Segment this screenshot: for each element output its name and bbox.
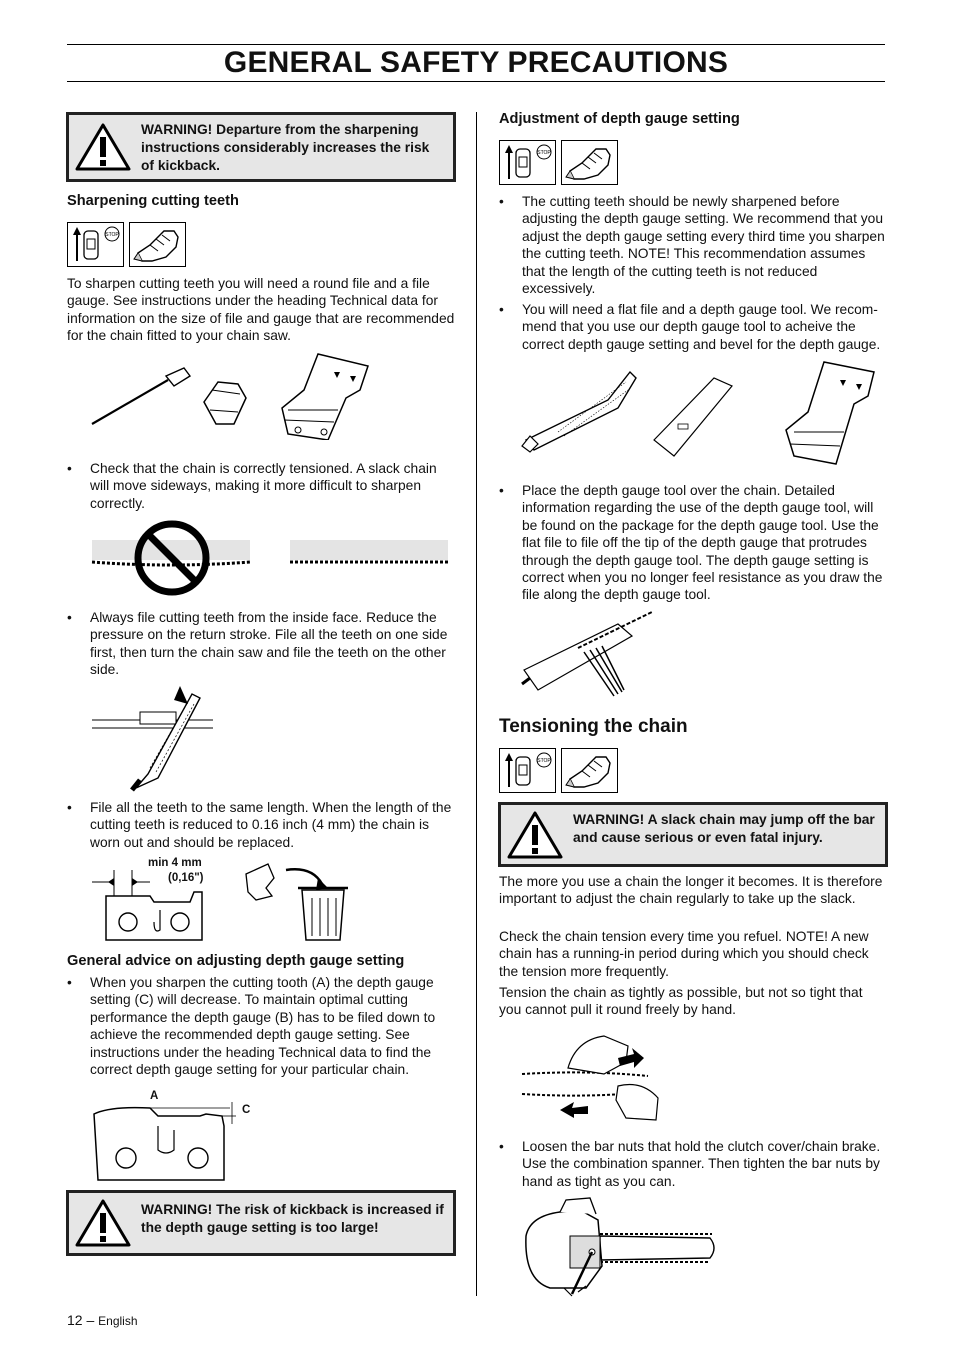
warning-triangle-icon — [75, 1198, 131, 1248]
safety-stop-engine-icon — [67, 222, 124, 267]
file-tools-illustration — [88, 350, 388, 440]
protective-glove-icon — [129, 222, 186, 267]
chain-tension-illustration — [90, 518, 450, 598]
bullet-file-inside: • Always file cutting teeth from the inside face. Reduce the pressure on the return stroke. File all the teeth on one side first, then turn the chain saw and file the teeth on the other side. — [67, 610, 448, 678]
protective-glove-icon — [561, 748, 618, 793]
pull-chain-by-hand-illustration — [518, 1028, 678, 1128]
general-advice-heading: General advice on adjusting depth gauge setting — [67, 953, 405, 969]
warning-box-slack-chain — [498, 802, 888, 867]
chainsaw-spanner-illustration — [520, 1196, 720, 1300]
filing-direction-illustration — [88, 684, 218, 792]
warning-triangle-icon — [507, 810, 563, 860]
bullet-loosen-nuts: • Loosen the bar nuts that hold the clutch cover/chain brake. Use the combination spanner. Then tighten the bar nuts by hand as tight as you can. — [499, 1139, 881, 1189]
header-rule-bottom — [67, 81, 885, 82]
svg-text:STOP: STOP — [537, 758, 551, 764]
min-length-inch-label: (0,16") — [168, 872, 204, 884]
bullet-general-advice: • When you sharpen the cutting tooth (A) the depth gauge setting (C) will decrease. To maintain optimal cutting performance the depth gauge (B) has to be filed down to achieve the recommended depth gauge setting. See instructions under the heading Technical data to find the correct depth gauge setting for your particular chain. — [67, 975, 436, 1078]
label-c: C — [242, 1104, 251, 1116]
sharpening-intro-text: To sharpen cutting teeth you will need a round file and a file gauge. See instructions under the heading Technical data for information on the size of file and gauge that are recommended for the chain fitted to your chain saw. — [67, 276, 455, 344]
depth-gauge-tooth-illustration — [90, 1100, 250, 1184]
protective-glove-icon — [561, 140, 618, 185]
header-rule-top — [67, 44, 885, 45]
tension-paragraph-2: Check the chain tension every time you refuel. NOTE! A new chain has a running-in period during which you should check the tension more frequently. — [499, 929, 869, 979]
safety-stop-engine-icon — [499, 140, 556, 185]
column-divider — [476, 112, 477, 1296]
warning-box-depth-gauge — [66, 1190, 456, 1256]
warning-box-kickback — [66, 112, 456, 182]
tension-paragraph-3: Tension the chain as tightly as possible, but not so tight that you cannot pull it round freely by hand. — [499, 985, 863, 1018]
bullet-newly-sharpened: • The cutting teeth should be newly sharpened before adjusting the depth gauge setting. We recommend that you adjust the depth gauge setting every third time you sharpen the cutting teeth. NOTE! This recommendation assumes that the length of the cutting teeth is not reduced excessively. — [499, 194, 885, 297]
page-footer — [67, 1312, 138, 1330]
footer-language: English — [98, 1314, 138, 1328]
warning-text: WARNING! The risk of kickback is increased if the depth gauge setting is too large! — [141, 1202, 444, 1235]
bullet-same-length: • File all the teeth to the same length. When the length of the cutting teeth is reduced to 0.16 inch (4 mm) the chain is worn out and should be replaced. — [67, 800, 452, 850]
depth-gauge-on-chain-illustration — [518, 608, 668, 700]
bullet-flat-file: • You will need a flat file and a depth gauge tool. We recom-mend that you use our depth gauge tool to acheive the correct depth gauge setting and bevel for the depth gauge. — [499, 302, 881, 352]
svg-text:STOP: STOP — [537, 150, 551, 156]
bullet-place-tool: • Place the depth gauge tool over the chain. Detailed information regarding the use of the depth gauge tool, will be found on the package for the depth gauge tool. Use the flat file to file off the tip of the depth gauge that protrudes through the depth gauge tool. The depth gauge setting is correct when you no longer feel resistance as you draw the file along the depth gauge tool. — [499, 483, 883, 603]
warning-text: WARNING! A slack chain may jump off the bar and cause serious or even fatal injury. — [573, 812, 875, 845]
page-number: 12 – — [67, 1312, 95, 1328]
depth-gauge-tools-illustration — [518, 360, 888, 470]
warning-triangle-icon — [75, 122, 131, 172]
min-length-label: min 4 mm — [148, 857, 202, 869]
label-a: A — [150, 1090, 159, 1102]
page-title: GENERAL SAFETY PRECAUTIONS — [223, 46, 729, 79]
sharpening-heading: Sharpening cutting teeth — [67, 193, 239, 209]
safety-stop-engine-icon — [499, 748, 556, 793]
svg-text:STOP: STOP — [105, 232, 119, 238]
worn-tooth-illustration — [90, 860, 360, 944]
warning-text: WARNING! Departure from the sharpening instructions considerably increases the risk of kickback. — [141, 122, 430, 173]
tension-paragraph-1: The more you use a chain the longer it becomes. It is therefore important to adjust the chain regularly to take up the slack. — [499, 874, 883, 907]
depth-adjust-heading: Adjustment of depth gauge setting — [499, 111, 740, 127]
tensioning-heading: Tensioning the chain — [499, 716, 688, 737]
bullet-check-tension: • Check that the chain is correctly tensioned. A slack chain will move sideways, making it more difficult to sharpen correctly. — [67, 461, 437, 511]
